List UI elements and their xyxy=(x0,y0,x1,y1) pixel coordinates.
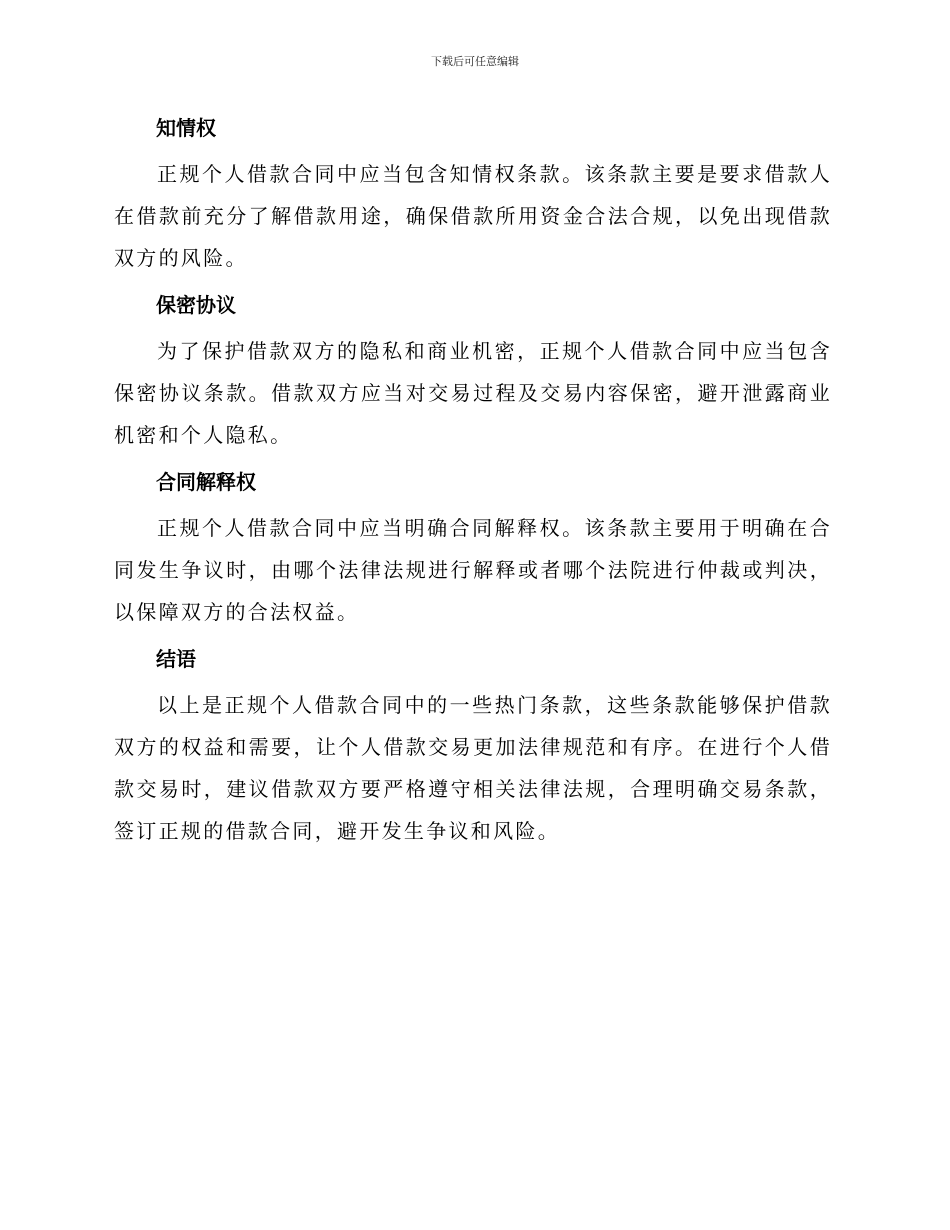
section-conclusion xyxy=(114,639,832,852)
section-paragraph: 为了保护借款双方的隐私和商业机密，正规个人借款合同中应当包含保密协议条款。借款双方应当对交易过程及交易内容保密，避开泄露商业机密和个人隐私。 xyxy=(114,339,832,447)
section-heading: 结语 xyxy=(156,647,196,671)
section-right-to-know xyxy=(114,108,832,279)
section-heading: 合同解释权 xyxy=(156,470,256,494)
section-heading: 保密协议 xyxy=(156,293,236,317)
section-interpretation-right xyxy=(114,462,832,633)
section-paragraph: 以上是正规个人借款合同中的一些热门条款，这些条款能够保护借款双方的权益和需要，让个人借款交易更加法律规范和有序。在进行个人借款交易时，建议借款双方要严格遵守相关法律法规，合理明确交易条款，签订正规的借款合同，避开发生争议和风险。 xyxy=(114,693,832,843)
section-heading: 知情权 xyxy=(156,116,216,140)
section-paragraph: 正规个人借款合同中应当包含知情权条款。该条款主要是要求借款人在借款前充分了解借款用途，确保借款所用资金合法合规，以免出现借款双方的风险。 xyxy=(114,162,832,270)
page-header: 下载后可任意编辑 xyxy=(431,55,519,68)
section-paragraph: 正规个人借款合同中应当明确合同解释权。该条款主要用于明确在合同发生争议时，由哪个法律法规进行解释或者哪个法院进行仲裁或判决，以保障双方的合法权益。 xyxy=(114,516,832,624)
section-confidentiality xyxy=(114,285,832,456)
document-content xyxy=(114,108,832,858)
